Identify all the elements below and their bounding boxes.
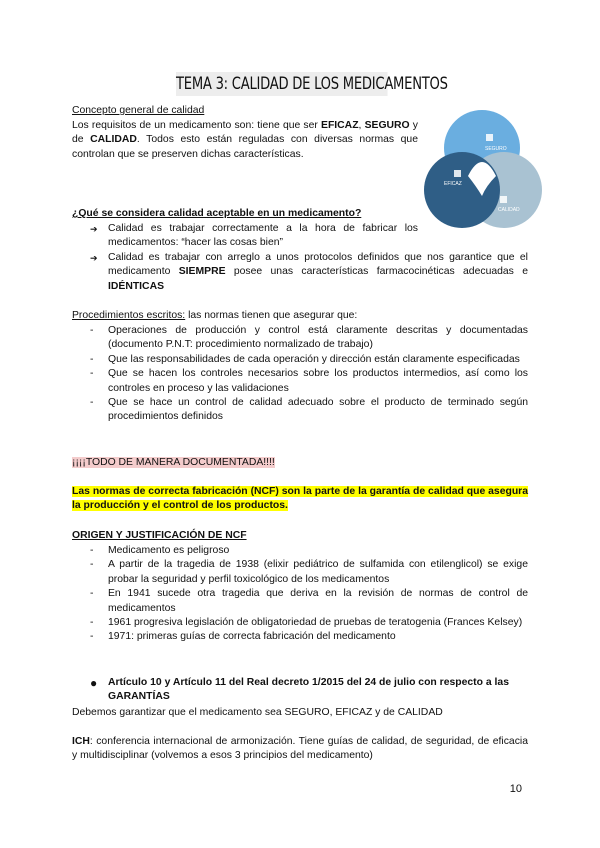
documented-note: ¡¡¡¡TODO DE MANERA DOCUMENTADA!!!! xyxy=(72,457,275,468)
list-item: - Operaciones de producción y control está claramente descritas y documentadas (documento P.N.T: procedimiento normalizado de trabajo) xyxy=(108,324,528,353)
list-item: - 1971: primeras guías de correcta fabricación del medicamento xyxy=(108,630,528,644)
origin-list xyxy=(108,544,528,645)
ncf-definition: Las normas de correcta fabricación (NCF) son la parte de la garantía de calidad que asegura la producción y el control de los productos. xyxy=(72,486,528,512)
list-item: - En 1941 sucede otra tragedia que deriva en la revisión de normas de control de medicamentos xyxy=(108,587,528,616)
list-item: - Que las responsabilidades de cada operación y dirección están claramente especificadas xyxy=(108,353,528,367)
procedures-list xyxy=(108,324,528,425)
concept-paragraph: Los requisitos de un medicamento son: tiene que ser EFICAZ, SEGURO y de CALIDAD. Todos esto están reguladas con diversas normas que controlan que se preserven dichas características. xyxy=(72,120,418,160)
venn-circle-eficaz xyxy=(424,152,500,228)
question-heading: ¿Qué se considera calidad aceptable en un medicamento? xyxy=(72,208,362,219)
ich-paragraph: ICH: conferencia internacional de armonización. Tiene guías de calidad, de seguridad, de eficacia y multidisciplinar (volvemos a esos 3 principios del medicamento) xyxy=(72,736,528,762)
venn-label-calidad: CALIDAD xyxy=(498,207,520,213)
list-item: - Que se hace un control de calidad adecuado sobre el producto de terminado según procedimientos definidos xyxy=(108,396,528,425)
question-list xyxy=(108,222,528,294)
article-bullet: ● Artículo 10 y Artículo 11 del Real decreto 1/2015 del 24 de julio con respecto a las GARANTÍAS xyxy=(90,676,509,703)
origin-heading: ORIGEN Y JUSTIFICACIÓN DE NCF xyxy=(72,530,247,541)
seguro-icon xyxy=(486,134,493,141)
article-text: Debemos garantizar que el medicamento sea SEGURO, EFICAZ y de CALIDAD xyxy=(72,707,443,718)
venn-label-seguro: SEGURO xyxy=(485,146,507,152)
list-item: - A partir de la tragedia de 1938 (elixir pediátrico de sulfamida con etilenglicol) se exige probar la seguridad y perfil toxicológico de los medicamentos xyxy=(108,558,528,587)
page-title: TEMA 3: CALIDAD DE LOS MEDICAMENTOS xyxy=(176,74,448,94)
list-item: - Medicamento es peligroso xyxy=(108,544,528,558)
list-item: ➔ Calidad es trabajar con arreglo a unos protocolos definidos que nos garantice que el medicamento SIEMPRE posee unas características farmacocinéticas adecuadas e IDÉNTICAS xyxy=(108,251,528,294)
page-number: 10 xyxy=(509,783,522,795)
venn-label-eficaz: EFICAZ xyxy=(444,181,462,187)
eficaz-icon xyxy=(454,170,461,177)
venn-diagram xyxy=(416,108,548,232)
calidad-icon xyxy=(500,196,507,203)
bullet-icon: ● xyxy=(90,676,98,690)
list-item: - Que se hacen los controles necesarios sobre los productos intermedios, así como los controles en proceso y las validaciones xyxy=(108,367,528,396)
concept-heading: Concepto general de calidad xyxy=(72,105,205,116)
list-item: - 1961 progresiva legislación de obligatoriedad de pruebas de teratogenia (Frances Kelsey) xyxy=(108,616,528,630)
list-item: ➔ Calidad es trabajar correctamente a la hora de fabricar los medicamentos: “hacer las cosas bien” xyxy=(108,222,418,251)
procedures-intro: Procedimientos escritos: las normas tienen que asegurar que: xyxy=(72,310,358,321)
